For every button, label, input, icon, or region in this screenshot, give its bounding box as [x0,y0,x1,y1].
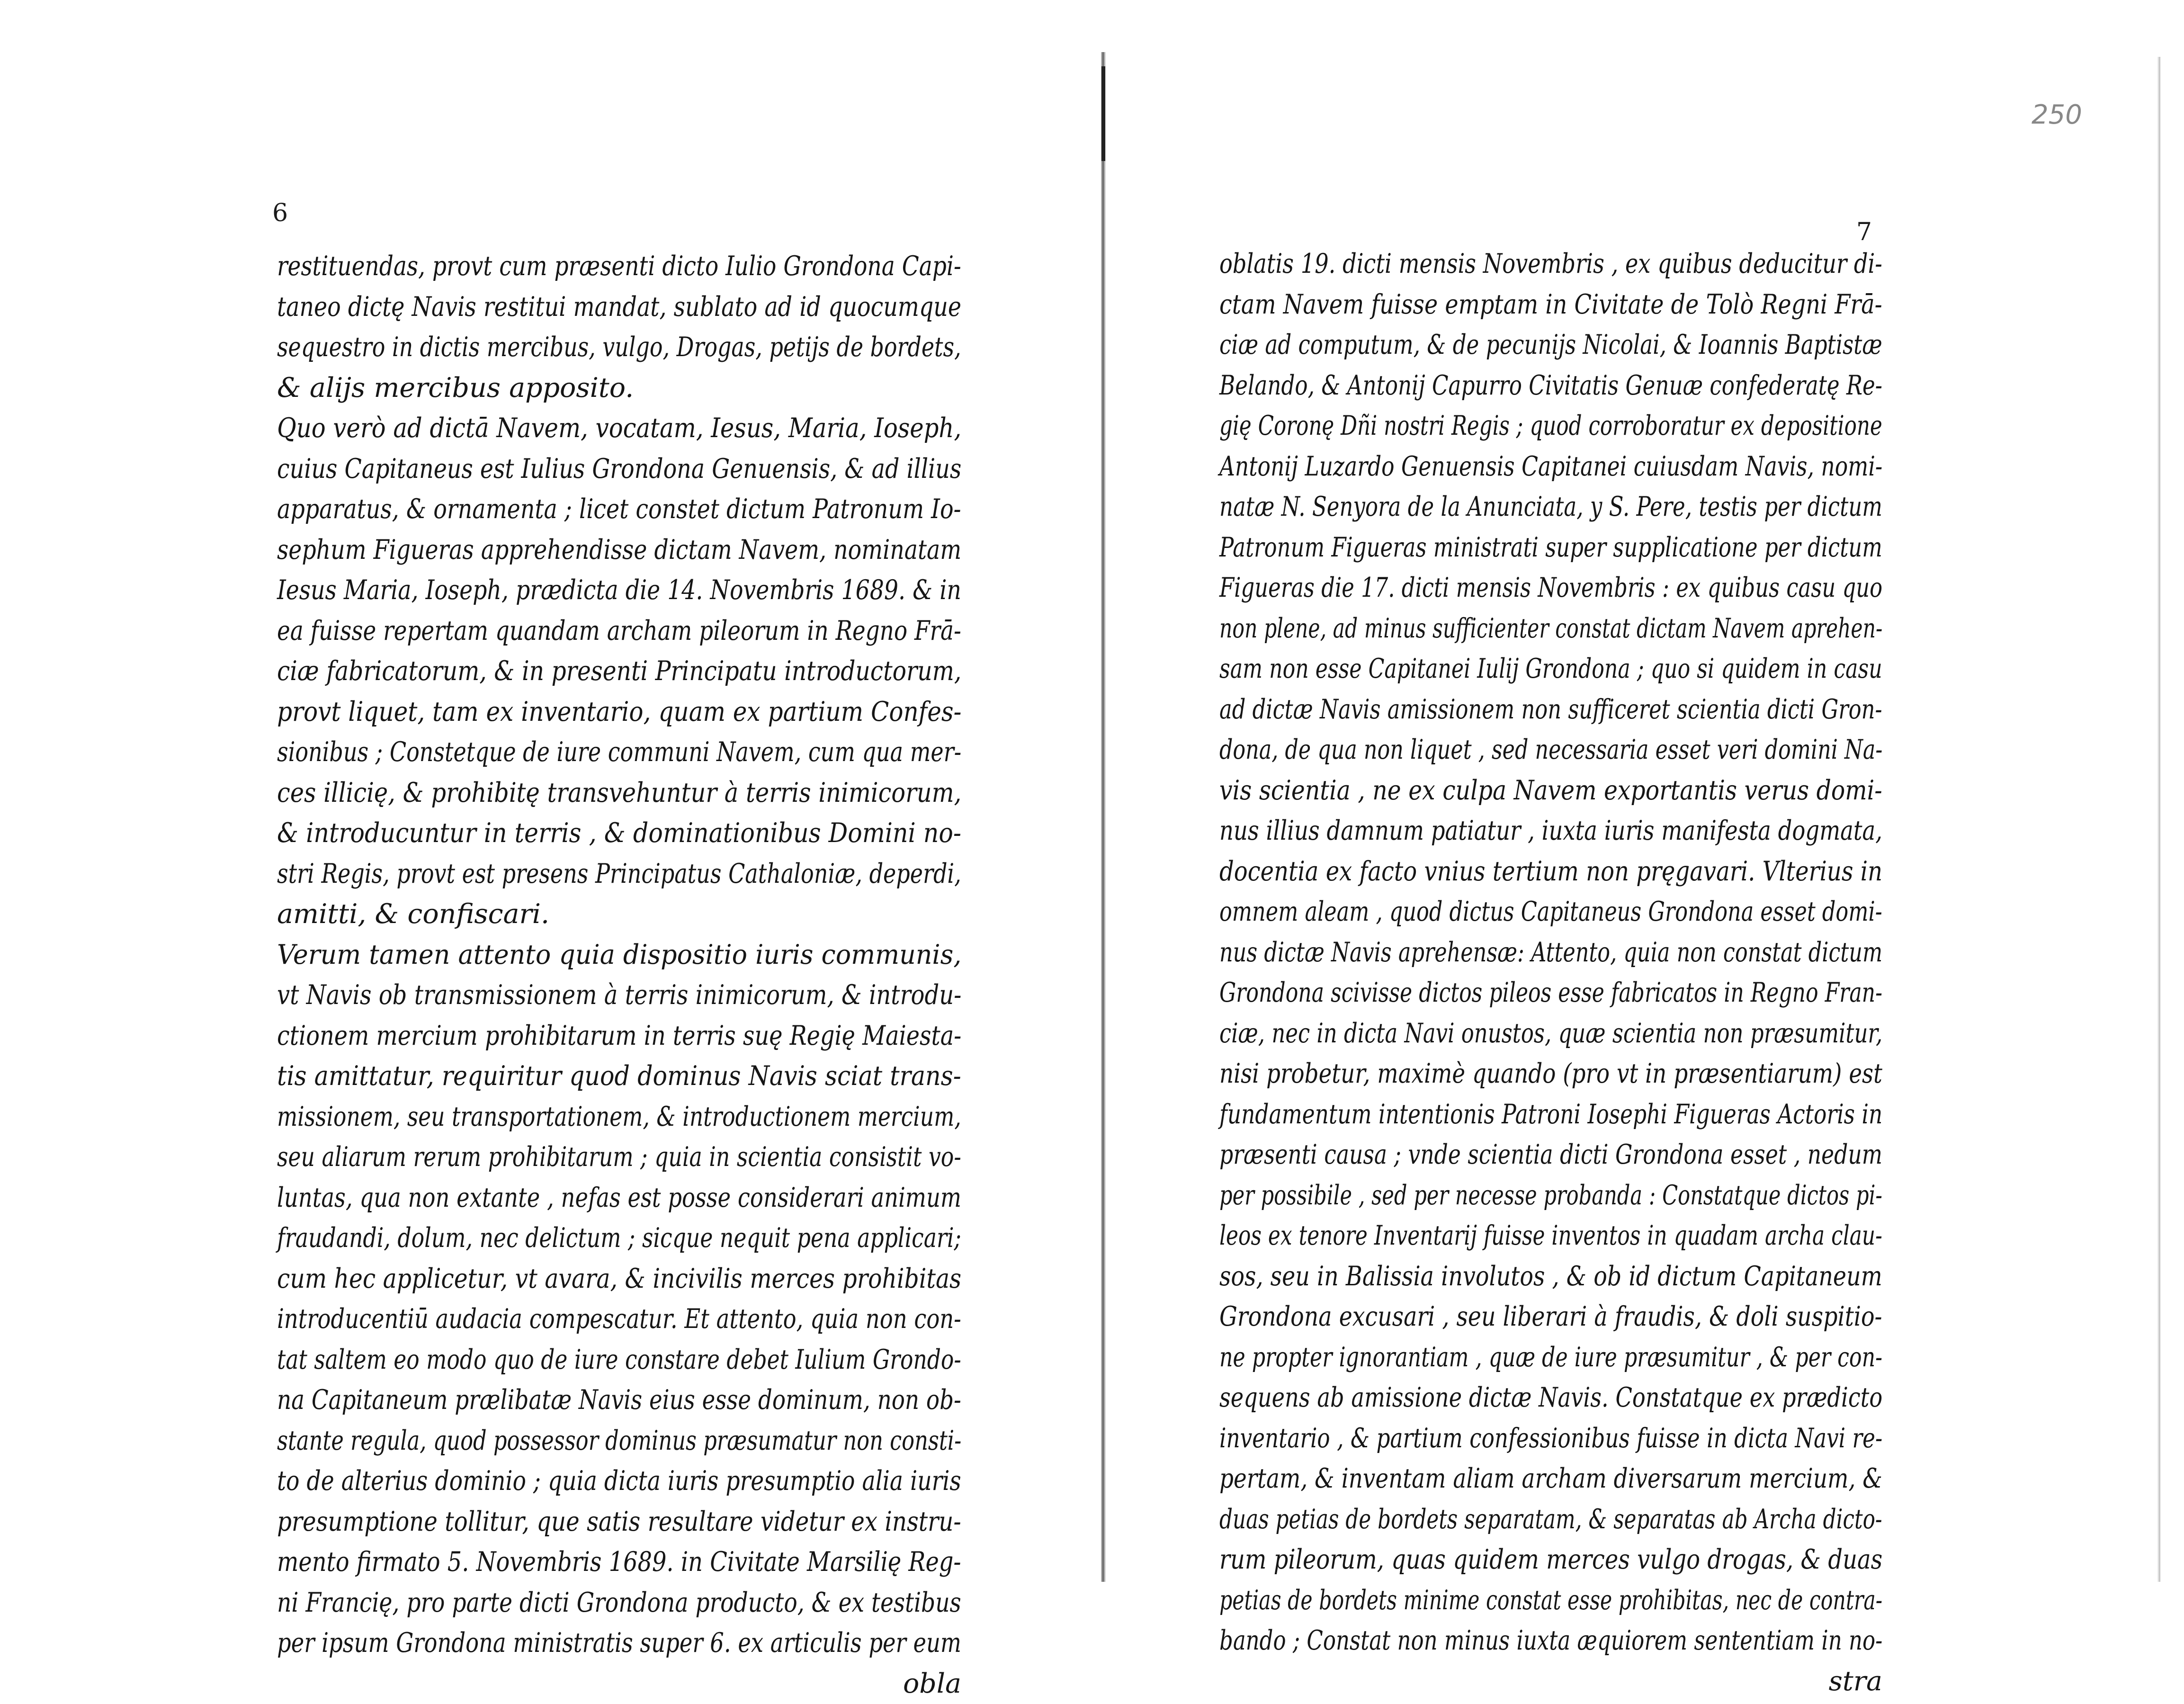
text-line: præsenti causa ; vnde scientia dicti Grondona esset , nedum [1219,1135,1750,1175]
right-page-text [1219,244,1882,1702]
text-line: ciæ fabricatorum, & in presenti Principatu introductorum, [277,651,862,692]
text-line: sam non esse Capitanei Iulij Grondona ; quo si quidem in casu [1219,649,1734,690]
text-line: ces illicię, & prohibitę transvehuntur à terris inimicorum, [277,773,871,814]
text-line: sionibus ; Constetque de iure communi Navem, cum qua mer- [277,732,830,773]
text-line: & introducuntur in terris , & dominationibus Domini no- [277,813,885,854]
text-line: ne propter ignorantiam , quæ de iure præsumitur , & per con- [1219,1337,1734,1378]
catchword: stra [1219,1661,1882,1702]
text-line: Antonij Luzardo Genuensis Capitanei cuiusdam Navis, nomi- [1219,447,1749,487]
right-page-number: 7 [1856,218,1872,246]
text-line: bando ; Constat non minus iuxta æquiorem sententiam in no- [1219,1621,1743,1661]
text-line: mento firmato 5. Novembris 1689. in Civitate Marsilię Reg- [277,1542,851,1583]
text-line: sequestro in dictis mercibus, vulgo, Drogas, petijs de bordets, [277,327,828,368]
text-line: leos ex tenore Inventarij fuisse inventos in quadam archa clau- [1219,1216,1730,1256]
text-line: Grondona excusari , seu liberari à fraudis, & doli suspitio- [1219,1297,1772,1337]
text-line: fundamentum intentionis Patroni Iosephi Figueras Actoris in [1219,1094,1748,1135]
text-line: taneo dictę Navis restitui mandat, sublato ad id quocumque [277,287,848,328]
text-line: omnem aleam , quod dictus Capitaneus Grondona esset domi- [1219,892,1737,933]
left-page-text [277,246,961,1704]
text-line: to de alterius dominio ; quia dicta iuris presumptio alia iuris [277,1461,844,1502]
text-line: sephum Figueras apprehendisse dictam Navem, nominatam [277,530,846,571]
text-line: cum hec applicetur, vt avara, & incivilis merces prohibitas [277,1259,863,1300]
text-line: oblatis 19. dicti mensis Novembris , ex quibus deducitur di- [1219,244,1758,285]
text-line: nisi probetur, maximè quando (pro vt in præsentiarum) est [1219,1054,1764,1094]
text-line: presumptione tollitur, que satis resultare videtur ex instru- [277,1502,857,1543]
text-line: & alijs mercibus apposito. [277,368,961,409]
text-line: seu aliarum rerum prohibitarum ; quia in scientia consistit vo- [277,1137,826,1178]
gutter-shadow [1101,66,1105,161]
text-line: gię Coronę Dñi nostri Regis ; quod corroboratur ex depositione [1219,406,1727,447]
text-line: petias de bordets minime constat esse prohibitas, nec de contra- [1219,1580,1715,1621]
text-line: introducentiū audacia compescatur. Et attento, quia non con- [277,1299,834,1340]
text-line: Grondona scivisse dictos pileos esse fabricatos in Regno Fran- [1219,973,1733,1013]
text-line: stri Regis, provt est presens Principatus Cathaloniæ, deperdi, [277,854,830,895]
text-line: na Capitaneum prælibatæ Navis eius esse dominum, non ob- [277,1380,839,1421]
text-line: restituendas, provt cum præsenti dicto Iulio Grondona Capi- [277,246,841,287]
text-line: dona, de qua non liquet , sed necessaria esset veri domini Na- [1219,730,1736,771]
text-line: ctionem mercium prohibitarum in terris suę Regię Maiesta- [277,1016,850,1057]
text-line: ad dictæ Navis amissionem non sufficeret scientia dicti Gron- [1219,690,1740,730]
text-line: Belando, & Antonij Capurro Civitatis Genuæ confederatę Re- [1219,366,1745,406]
text-line: missionem, seu transportationem, & introductionem mercium, [277,1097,823,1138]
text-line: docentia ex facto vnius tertium non pręgavari. Vlterius in [1219,852,1779,892]
text-line: ciæ ad computum, & de pecunijs Nicolai, & Ioannis Baptistæ [1219,325,1744,366]
text-line: sequens ab amissione dictæ Navis. Constatque ex prædicto [1219,1378,1758,1418]
text-line: sos, seu in Balissia involutos , & ob id dictum Capitaneum [1219,1256,1772,1297]
text-line: duas petias de bordets separatam, & separatas ab Archa dicto- [1219,1499,1728,1540]
text-line: provt liquet, tam ex inventario, quam ex partium Confes- [277,692,878,733]
text-line: Iesus Maria, Ioseph, prædicta die 14. Novembris 1689. & in [277,570,845,611]
text-line: vt Navis ob transmissionem à terris inimicorum, & introdu- [277,975,854,1016]
text-line: natæ N. Senyora de la Anunciata, y S. Pere, testis per dictum [1219,487,1744,528]
text-line: ni Francię, pro parte dicti Grondona producto, & ex testibus [277,1583,843,1623]
text-line: rum pileorum, quas quidem merces vulgo drogas, & duas [1219,1540,1778,1580]
catchword: obla [277,1664,961,1704]
text-line: amitti, & confiscari. [277,894,961,935]
text-line: cuius Capitaneus est Iulius Grondona Genuensis, & ad illius [277,449,847,490]
book-gutter [1101,52,1106,1582]
text-line: Patronum Figueras ministrati super supplicatione per dictum [1219,528,1742,568]
text-line: nus illius damnum patiatur , iuxta iuris manifesta dogmata, [1219,811,1760,852]
folio-number: 250 [2032,99,2082,130]
text-line: tis amittatur, requiritur quod dominus Navis sciat trans- [277,1056,885,1097]
text-line: fraudandi, dolum, nec delictum ; sicque nequit pena applicari; [277,1218,826,1259]
text-line: nus dictæ Navis aprehensæ: Attento, quia non constat dictum [1219,933,1737,973]
text-line: Quo verò ad dictā Navem, vocatam, Iesus, Maria, Ioseph, [277,408,873,449]
page-edge [2157,57,2160,1582]
text-line: ea fuisse repertam quandam archam pileorum in Regno Frā- [277,611,841,652]
text-line: non plene, ad minus sufficienter constat dictam Navem aprehen- [1219,609,1714,649]
text-line: ciæ, nec in dicta Navi onustos, quæ scientia non præsumitur, [1219,1013,1742,1054]
text-line: stante regula, quod possessor dominus præsumatur non consti- [277,1421,814,1462]
left-page-number: 6 [272,199,288,227]
text-line: inventario , & partium confessionibus fuisse in dicta Navi re- [1219,1418,1746,1459]
text-line: Verum tamen attento quia dispositio iuris communis, [277,935,923,976]
text-line: per ipsum Grondona ministratis super 6. ex articulis per eum [277,1623,834,1664]
text-line: Figueras die 17. dicti mensis Novembris : ex quibus casu quo [1219,568,1741,609]
text-line: pertam, & inventam aliam archam diversarum mercium, & [1219,1459,1764,1499]
text-line: per possibile , sed per necesse probanda : Constatque dictos pi- [1219,1175,1721,1216]
text-line: vis scientia , ne ex culpa Navem exportantis verus domi- [1219,771,1788,811]
text-line: apparatus, & ornamenta ; licet constet dictum Patronum Io- [277,489,848,530]
text-line: ctam Navem fuisse emptam in Civitate de Tolò Regni Frā- [1219,285,1774,325]
text-line: luntas, qua non extante , nefas est posse considerari animum [277,1178,835,1219]
text-line: tat saltem eo modo quo de iure constare debet Iulium Grondo- [277,1340,824,1381]
